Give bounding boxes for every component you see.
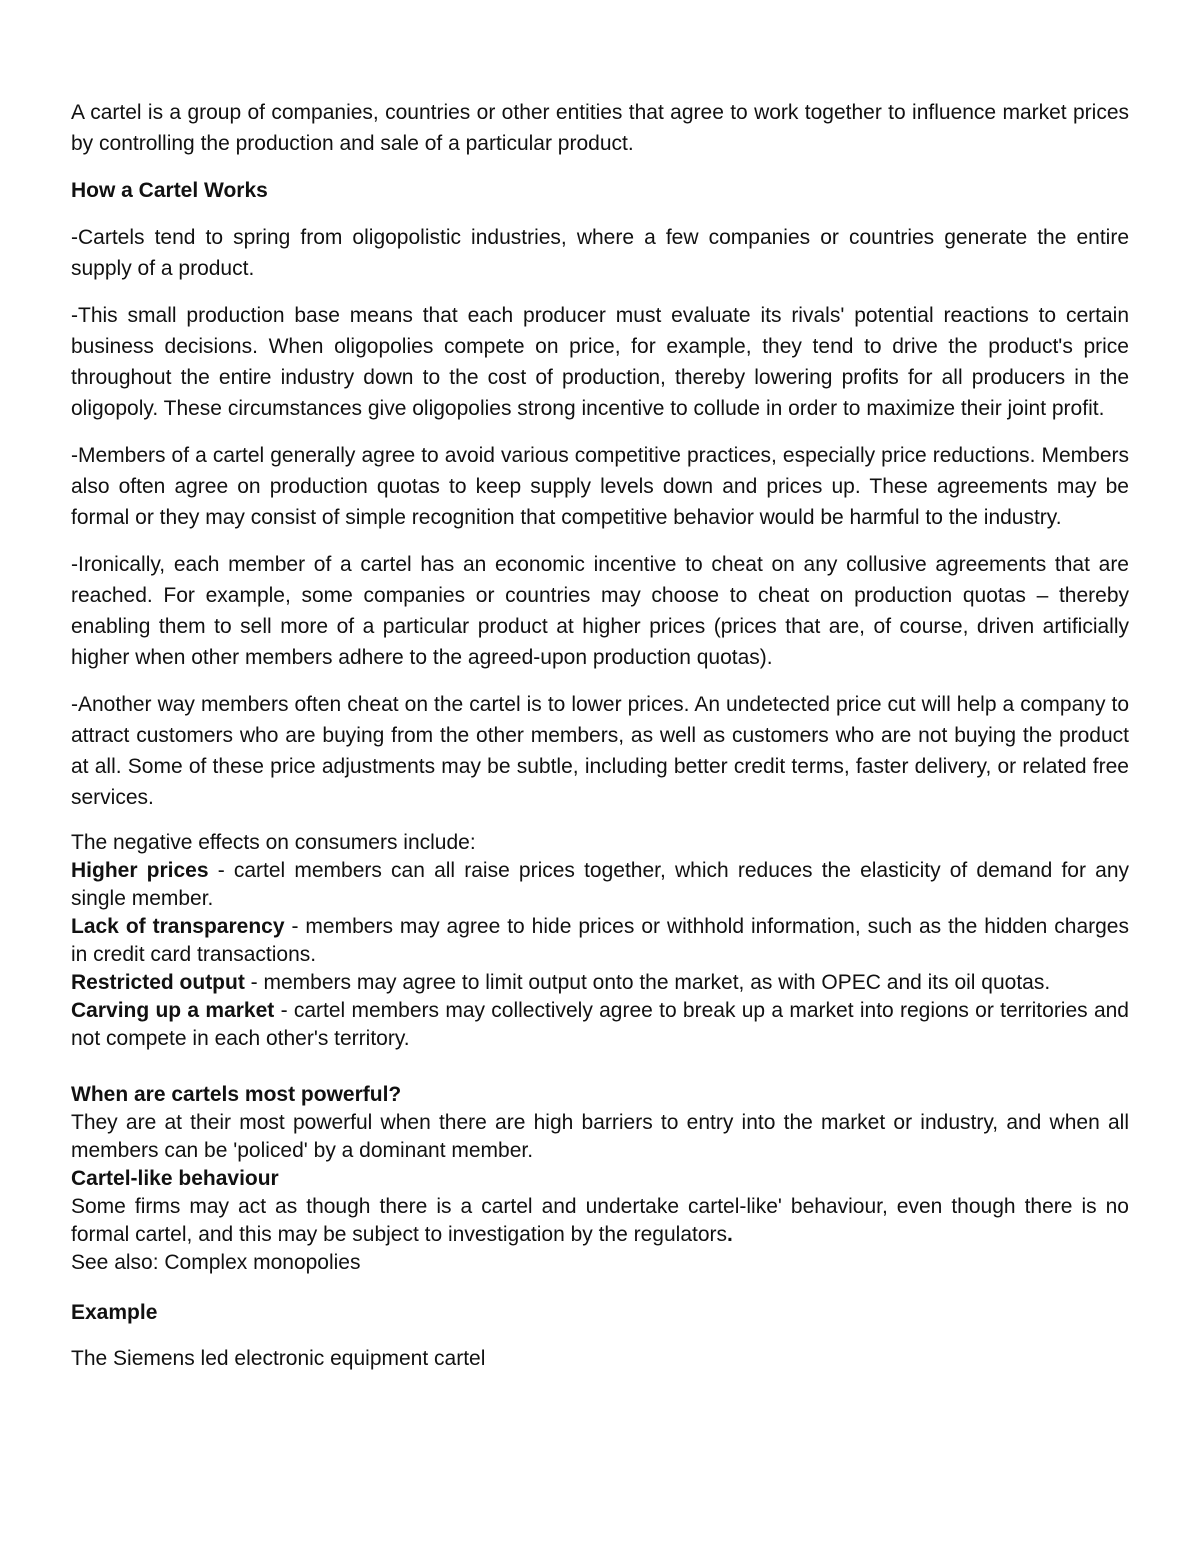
behaviour-body: Some firms may act as though there is a cartel and undertake cartel-like' behaviour, even though there is no formal cartel, and this may be subject to investigation by the regulators xyxy=(71,1195,1129,1246)
point-paragraph: -Cartels tend to spring from oligopolistic industries, where a few companies or countries generate the entire supply of a product. xyxy=(71,226,1129,280)
effect-item xyxy=(71,997,1129,1053)
how-cartel-works-heading: How a Cartel Works xyxy=(71,179,268,202)
point-paragraph: -Ironically, each member of a cartel has an economic incentive to cheat on any collusive agreements that are reached. For example, some companies or countries may choose to cheat on production quotas – thereby enabling them to sell more of a particular product at higher prices (prices that are, of course, driven artificially higher when other members adhere to the agreed-upon production quotas). xyxy=(71,553,1129,669)
effect-term: Lack of transparency xyxy=(71,915,285,938)
example-text: The Siemens led electronic equipment cartel xyxy=(71,1347,486,1370)
effect-item xyxy=(71,857,1129,913)
example-heading: Example xyxy=(71,1301,158,1324)
see-also: See also: Complex monopolies xyxy=(71,1251,361,1274)
effect-item xyxy=(71,913,1129,969)
effect-description: - cartel members may collectively agree to break up a market into regions or territories and not compete in each other's territory. xyxy=(71,999,1129,1050)
effect-item xyxy=(71,969,1129,997)
effect-description: - members may agree to hide prices or withhold information, such as the hidden charges in credit card transactions. xyxy=(71,915,1129,966)
document-page xyxy=(71,97,1129,1390)
powerful-heading: When are cartels most powerful? xyxy=(71,1083,402,1106)
effect-description: - cartel members can all raise prices together, which reduces the elasticity of demand for any single member. xyxy=(71,859,1130,910)
effect-term: Restricted output xyxy=(71,971,245,994)
behaviour-text xyxy=(71,1193,1129,1249)
point-paragraph: -This small production base means that each producer must evaluate its rivals' potential reactions to certain business decisions. When oligopolies compete on price, for example, they tend to drive the product's price throughout the entire industry down to the cost of production, thereby lowering profits for all producers in the oligopoly. These circumstances give oligopolies strong incentive to collude in order to maximize their joint profit. xyxy=(71,304,1129,420)
effect-term: Carving up a market xyxy=(71,999,275,1022)
effect-description: - members may agree to limit output onto the market, as with OPEC and its oil quotas. xyxy=(244,971,1051,994)
intro-paragraph: A cartel is a group of companies, countries or other entities that agree to work together to influence market prices by controlling the production and sale of a particular product. xyxy=(71,101,1129,155)
point-paragraph: -Members of a cartel generally agree to avoid various competitive practices, especially price reductions. Members also often agree on production quotas to keep supply levels down and prices up. These agreements may be formal or they may consist of simple recognition that competitive behavior would be harmful to the industry. xyxy=(71,444,1129,529)
behaviour-heading: Cartel-like behaviour xyxy=(71,1167,279,1190)
point-paragraph: -Another way members often cheat on the cartel is to lower prices. An undetected price cut will help a company to attract customers who are buying from the other members, as well as customers who are not buying the product at all. Some of these price adjustments may be subtle, including better credit terms, faster delivery, or related free services. xyxy=(71,693,1129,809)
powerful-text: They are at their most powerful when there are high barriers to entry into the market or industry, and when all members can be 'policed' by a dominant member. xyxy=(71,1111,1129,1162)
effect-term: Higher prices xyxy=(71,859,209,882)
behaviour-period: . xyxy=(727,1223,733,1246)
effects-intro: The negative effects on consumers include: xyxy=(71,831,476,854)
powerful-section xyxy=(71,1081,1129,1277)
